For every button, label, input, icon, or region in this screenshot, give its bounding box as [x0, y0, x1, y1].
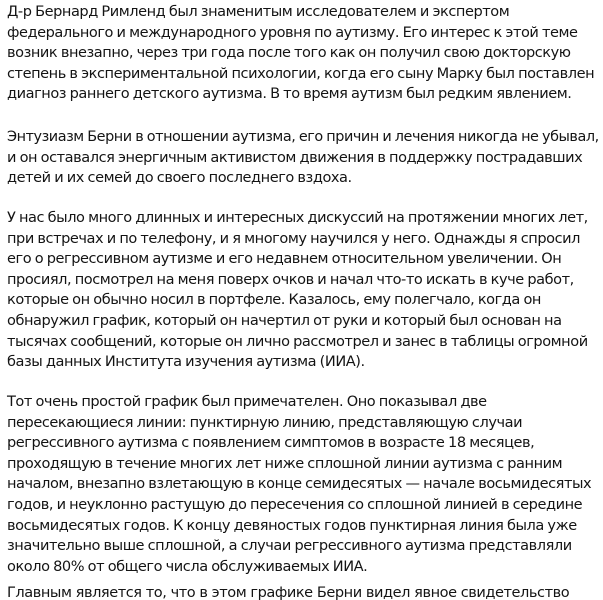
text-line: тысячах сообщений, которые он лично рассмотрел и занес в таблицы огромной	[7, 332, 588, 350]
text-line: У нас было много длинных и интересных дискуссий на протяжении многих лет,	[7, 209, 588, 226]
text-line: Тот очень простой график был примечателен. Оно показывал две	[7, 393, 487, 410]
truncated-next-line	[7, 583, 601, 600]
text-line: его о регрессивном аутизме и его недавнем относительном увеличении. Он	[7, 250, 562, 268]
text-line: степень в экспериментальной психологии, когда его сыну Марку был поставлен	[7, 64, 595, 82]
text-line: проходящую в течение многих лет ниже сплошной линии аутизма с ранним	[7, 454, 563, 472]
paragraph-3	[7, 208, 601, 373]
text-line: значительно выше сплошной, а случаи регрессивного аутизма представляли	[7, 537, 572, 555]
text-line: около 80% от общего числа обслуживаемых ИИА.	[7, 557, 368, 575]
paragraph-4	[7, 392, 601, 577]
text-line: диагноз раннего детского аутизма. В то время аутизм был редким явлением.	[7, 85, 572, 103]
paragraph-2	[7, 127, 601, 189]
text-line: возник внезапно, через три года после того как он получил свою докторскую	[7, 44, 571, 62]
text-line: просиял, посмотрел на меня поверх очков и начал что-то искать в куче работ,	[7, 270, 574, 288]
text-line: которые он обычно носил в портфеле. Казалось, ему полегчало, когда он	[7, 291, 541, 309]
text-line: годов, и неуклонно растущую до пересечения со сплошной линией в середине	[7, 495, 583, 513]
text-line: федерального и международного уровня по аутизму. Его интерес к этой теме	[7, 23, 578, 41]
text-line: Главным является то, что в этом графике Берни видел явное свидетельство	[7, 584, 570, 600]
text-line: детей и их семей до своего последнего вздоха.	[7, 169, 352, 187]
text-line: восьмидесятых годов. К концу девяностых годов пунктирная линия была уже	[7, 516, 577, 534]
text-line: Энтузиазм Берни в отношении аутизма, его причин и лечения никогда не убывал,	[7, 129, 599, 145]
text-line: Д-р Бернард Римленд был знаменитым исследователем и экспертом	[7, 3, 510, 20]
text-line: при встречах и по телефону, и я многому научился у него. Однажды я спросил	[7, 229, 580, 247]
text-line: регрессивного аутизма с появлением симптомов в возрасте 18 месяцев,	[7, 434, 535, 452]
text-line: пересекающиеся линии: пунктирную линию, представляющую случаи	[7, 413, 523, 431]
paragraph-1	[7, 2, 601, 105]
text-line: базы данных Института изучения аутизма (ИИА).	[7, 353, 365, 371]
text-line: обнаружил график, который он начертил от руки и который был основан на	[7, 311, 562, 329]
text-line: и он оставался энергичным активистом движения в поддержку пострадавших	[7, 148, 583, 166]
text-line: началом, внезапно взлетающую в конце семидесятых — начале восьмидесятых	[7, 475, 592, 493]
